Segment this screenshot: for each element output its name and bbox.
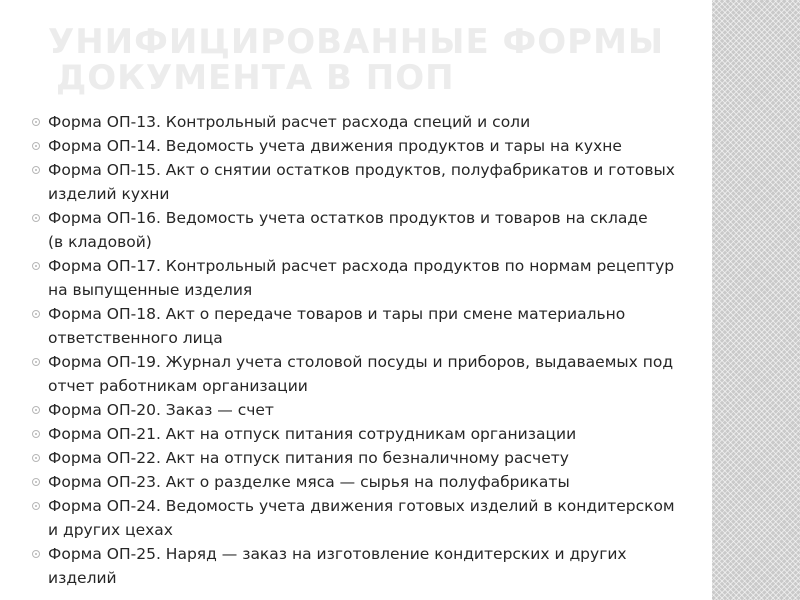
list-item-text: Форма ОП-23. Акт о разделке мяса — сырья на полуфабрикаты <box>48 473 570 491</box>
list-item <box>32 302 762 350</box>
list-item <box>32 494 762 542</box>
slide-title <box>48 24 708 96</box>
bullet-icon <box>32 550 40 558</box>
bullet-icon <box>32 502 40 510</box>
list-item-text: Форма ОП-20. Заказ — счет <box>48 401 274 419</box>
list-item-text: Форма ОП-22. Акт на отпуск питания по безналичному расчету <box>48 449 569 467</box>
list-item-text: Форма ОП-15. Акт о снятии остатков продуктов, полуфабрикатов и готовых изделий кухни <box>48 161 675 203</box>
slide-title-line-1: УНИФИЦИРОВАННЫЕ ФОРМЫ <box>48 22 665 62</box>
list-item-text: Форма ОП-14. Ведомость учета движения продуктов и тары на кухне <box>48 137 622 155</box>
list-item <box>32 470 762 494</box>
list-item-text: Форма ОП-17. Контрольный расчет расхода продуктов по нормам рецептур на выпущенные изделия <box>48 257 675 299</box>
list-item-text: Форма ОП-21. Акт на отпуск питания сотрудникам организации <box>48 425 577 443</box>
list-item <box>32 350 762 398</box>
list-item-text: Форма ОП-25. Наряд — заказ на изготовление кондитерских и других изделий <box>48 545 627 587</box>
list-item-text: Форма ОП-19. Журнал учета столовой посуды и приборов, выдаваемых под отчет работникам организации <box>48 353 674 395</box>
list-item-text: Форма ОП-13. Контрольный расчет расхода специй и соли <box>48 113 531 131</box>
list-item-text: Форма ОП-16. Ведомость учета остатков продуктов и товаров на складе (в кладовой) <box>48 209 648 251</box>
bullet-icon <box>32 406 40 414</box>
list-item <box>32 542 762 590</box>
slide-title-line-2: ДОКУМЕНТА В ПОП <box>56 58 455 98</box>
bullet-icon <box>32 454 40 462</box>
bullet-icon <box>32 310 40 318</box>
list-item <box>32 254 762 302</box>
bullet-icon <box>32 118 40 126</box>
list-item <box>32 398 762 422</box>
bullet-icon <box>32 430 40 438</box>
list-item <box>32 110 762 134</box>
bullet-icon <box>32 214 40 222</box>
bullet-icon <box>32 262 40 270</box>
list-item-text: Форма ОП-24. Ведомость учета движения готовых изделий в кондитерском и других цехах <box>48 497 675 539</box>
bullet-icon <box>32 166 40 174</box>
list-item <box>32 134 762 158</box>
bullet-icon <box>32 142 40 150</box>
list-item <box>32 422 762 446</box>
bullet-icon <box>32 358 40 366</box>
list-item <box>32 158 762 206</box>
list-item <box>32 206 762 254</box>
list-item <box>32 446 762 470</box>
bullet-icon <box>32 478 40 486</box>
list-item-text: Форма ОП-18. Акт о передаче товаров и тары при смене материально ответственного лица <box>48 305 626 347</box>
forms-list <box>32 110 762 590</box>
